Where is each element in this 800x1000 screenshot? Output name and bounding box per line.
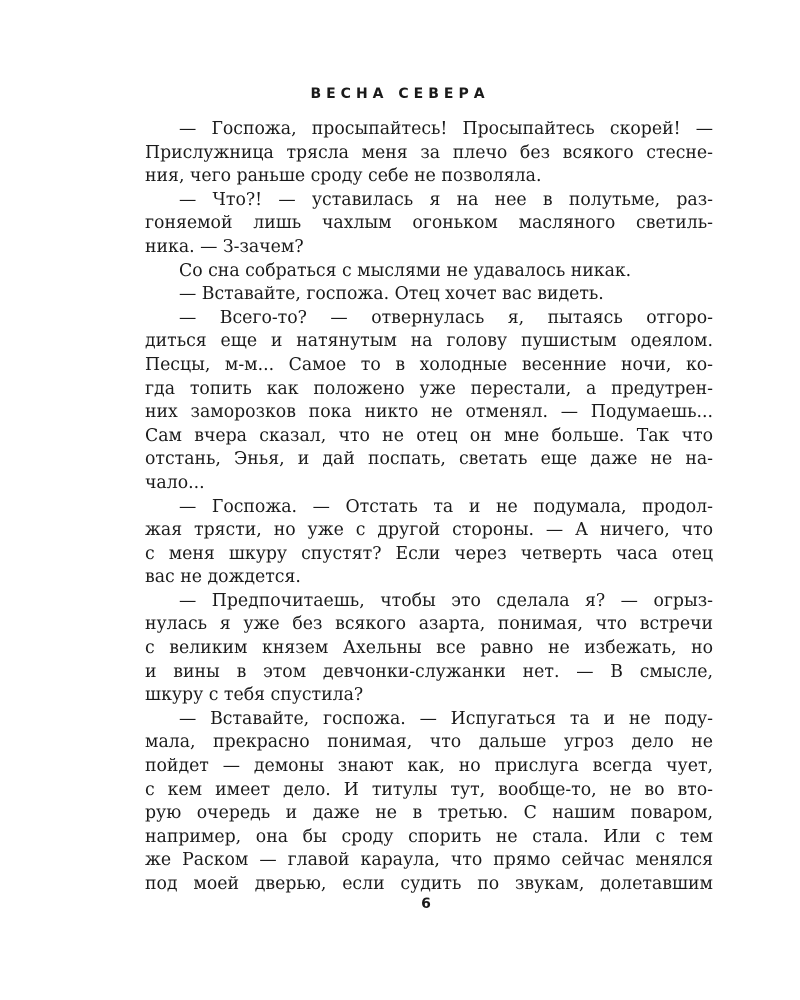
text-line: гда топить как положено уже перестали, а предутрен- bbox=[145, 378, 713, 399]
text-line: рую очередь и даже не в третью. С нашим поваром, bbox=[145, 803, 713, 824]
text-line: диться еще и натянутым на голову пушистым одеялом. bbox=[145, 331, 713, 352]
text-line: жая трясти, но уже с другой стороны. — А ничего, что bbox=[145, 520, 713, 541]
text-line: них заморозков пока никто не отменял. — Подумаешь... bbox=[145, 402, 713, 423]
text-line: — Вставайте, госпожа. Отец хочет вас видеть. bbox=[179, 284, 604, 305]
text-line: шкуру с тебя спустила? bbox=[145, 685, 364, 706]
text-line: с меня шкуру спустят? Если через четверть часа отец bbox=[145, 543, 713, 564]
text-line: Прислужница трясла меня за плечо без всякого стесне- bbox=[145, 142, 713, 163]
text-line: — Госпожа. — Отстать та и не подумала, продол- bbox=[179, 496, 713, 517]
running-head: ВЕСНА СЕВЕРА bbox=[310, 86, 490, 102]
text-line: с кем имеет дело. И титулы тут, вообще-то, не во вто- bbox=[145, 779, 713, 800]
text-line: отстань, Энья, и дай поспать, светать еще даже не на- bbox=[145, 449, 713, 470]
text-line: — Госпожа, просыпайтесь! Просыпайтесь скорей! — bbox=[179, 119, 713, 139]
body-text bbox=[145, 118, 713, 897]
text-line: и вины в этом девчонки-служанки нет. — В смысле, bbox=[145, 661, 713, 682]
text-line: — Всего-то? — отвернулась я, пытаясь отгоро- bbox=[179, 307, 713, 328]
text-line: же Раском — главой караула, что прямо сейчас менялся bbox=[145, 850, 713, 871]
text-line: — Предпочитаешь, чтобы это сделала я? — огрыз- bbox=[179, 590, 713, 611]
text-line: Сам вчера сказал, что не отец он мне больше. Так что bbox=[145, 425, 713, 446]
text-line: ния, чего раньше сроду себе не позволяла. bbox=[145, 166, 542, 187]
text-line: с великим князем Ахельны все равно не избежать, но bbox=[145, 638, 713, 659]
text-line: гоняемой лишь чахлым огоньком масляного светиль- bbox=[145, 213, 713, 234]
text-line: ника. — З-зачем? bbox=[145, 236, 304, 257]
page-number: 6 bbox=[421, 896, 431, 912]
text-line: нулась я уже без всякого азарта, понимая, что встречи bbox=[145, 614, 713, 635]
text-line: Со сна собраться с мыслями не удавалось никак. bbox=[179, 260, 632, 281]
text-line: — Что?! — уставилась я на нее в полутьме, раз- bbox=[179, 189, 713, 210]
text-line: вас не дождется. bbox=[145, 567, 301, 588]
text-line: пойдет — демоны знают как, но прислуга всегда чует, bbox=[145, 756, 713, 777]
text-line: — Вставайте, госпожа. — Испугаться та и не поду- bbox=[179, 708, 713, 729]
text-line: под моей дверью, если судить по звукам, долетавшим bbox=[145, 874, 713, 894]
text-line: чало... bbox=[145, 472, 205, 493]
text-line: например, она бы сроду спорить не стала. Или с тем bbox=[145, 826, 713, 847]
text-line: мала, прекрасно понимая, что дальше угроз дело не bbox=[145, 732, 713, 753]
text-line: Песцы, м-м... Самое то в холодные весенние ночи, ко- bbox=[145, 354, 713, 375]
